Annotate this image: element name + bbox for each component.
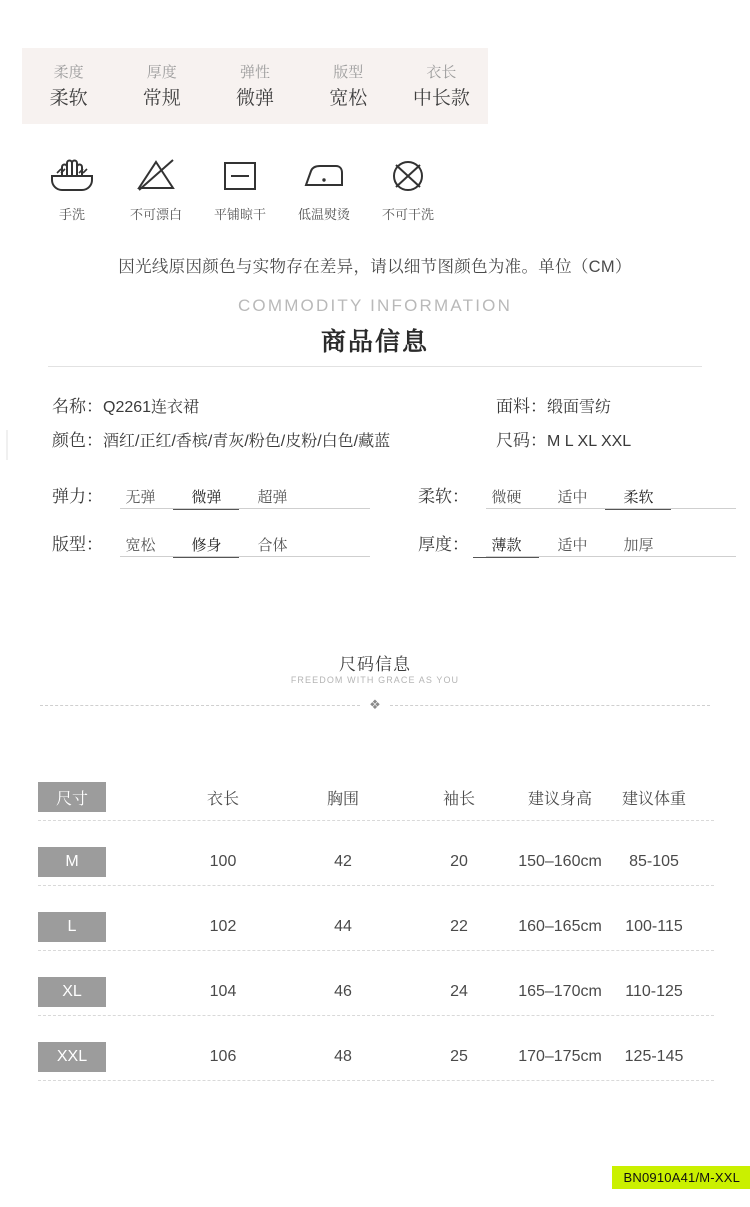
table-cell: 102 xyxy=(209,918,237,935)
info-row-name xyxy=(0,392,750,426)
table-cell: 165–170cm xyxy=(518,983,602,1000)
ornament-divider xyxy=(40,699,710,711)
table-header-cell: 建议体重 xyxy=(621,790,686,808)
table-row xyxy=(38,1038,714,1103)
divider-line-right xyxy=(390,705,710,706)
scale-option[interactable]: 超弹 xyxy=(257,489,288,506)
attribute-item xyxy=(302,48,395,124)
commodity-title-en: COMMODITY INFORMATION xyxy=(237,296,513,315)
table-row xyxy=(38,843,714,908)
table-header-cell: 袖长 xyxy=(442,790,475,808)
table-cell: 160–165cm xyxy=(518,918,602,935)
attribute-item xyxy=(208,48,301,124)
care-item xyxy=(282,150,366,228)
attribute-item xyxy=(22,48,115,124)
table-cell: 85-105 xyxy=(629,853,679,870)
color-value: 酒红/正红/香槟/青灰/粉色/皮粉/白色/藏蓝 xyxy=(103,433,391,450)
table-cell: 106 xyxy=(209,1048,237,1065)
diamond-ornament-icon: ❖ xyxy=(369,697,381,712)
scale-option[interactable]: 宽松 xyxy=(125,537,156,554)
scale-option[interactable]: 加厚 xyxy=(623,537,654,554)
size-section-title-en: FREEDOM WITH GRACE AS YOU xyxy=(290,675,460,685)
table-row-size: L xyxy=(38,912,106,942)
table-cell: 150–160cm xyxy=(518,853,602,870)
table-row-size: XL xyxy=(38,977,106,1007)
scale-baseline xyxy=(486,556,736,557)
table-cell: 46 xyxy=(334,983,352,1000)
scale-baseline xyxy=(486,508,736,509)
fabric-label: 面料： xyxy=(496,397,547,416)
size-value: M L XL XXL xyxy=(547,433,632,450)
table-row-divider xyxy=(38,820,714,821)
name-label: 名称： xyxy=(52,397,103,416)
scale-row-2 xyxy=(0,530,750,578)
scale-option[interactable]: 适中 xyxy=(557,537,588,554)
size-label: 尺码： xyxy=(496,431,547,450)
scale-option-selected[interactable]: 柔软 xyxy=(605,486,671,510)
care-item xyxy=(366,150,450,228)
scale-title: 厚度： xyxy=(418,535,469,554)
table-cell: 22 xyxy=(450,918,468,935)
name-value: Q2261连衣裙 xyxy=(103,399,200,416)
attribute-value: 常规 xyxy=(142,87,181,109)
table-header-row xyxy=(38,778,714,843)
attribute-item xyxy=(395,48,488,124)
table-row-size: M xyxy=(38,847,106,877)
scale-options xyxy=(107,486,305,510)
attribute-label: 版型 xyxy=(333,63,364,81)
divider-line-left xyxy=(40,705,360,706)
care-item xyxy=(114,150,198,228)
attribute-value: 中长款 xyxy=(412,87,470,109)
table-cell: 110-125 xyxy=(625,983,683,1000)
flat-dry-icon xyxy=(217,150,263,198)
attribute-label: 弹性 xyxy=(240,63,271,81)
scale-options xyxy=(473,486,671,510)
color-label: 颜色： xyxy=(52,431,103,450)
care-label: 低温熨烫 xyxy=(297,207,350,222)
care-instructions xyxy=(30,150,450,228)
fabric-value: 缎面雪纺 xyxy=(547,399,612,416)
table-header-size: 尺寸 xyxy=(38,782,106,812)
table-cell: 42 xyxy=(334,853,352,870)
scale-option[interactable]: 微硬 xyxy=(491,489,522,506)
table-cell: 25 xyxy=(450,1048,468,1065)
table-row-divider xyxy=(38,1080,714,1081)
table-row-size: XXL xyxy=(38,1042,106,1072)
table-row-divider xyxy=(38,885,714,886)
size-section-title-cn: 尺码信息 xyxy=(339,655,411,674)
attribute-label: 柔度 xyxy=(53,63,84,81)
care-label: 不可漂白 xyxy=(129,207,182,222)
size-group xyxy=(496,426,631,451)
table-cell: 48 xyxy=(334,1048,352,1065)
no-bleach-icon xyxy=(133,150,179,198)
table-cell: 104 xyxy=(209,983,237,1000)
scale-elasticity xyxy=(52,482,305,510)
fabric-group xyxy=(496,392,611,417)
commodity-title-cn: 商品信息 xyxy=(320,328,429,356)
attribute-strip xyxy=(22,48,488,124)
care-item xyxy=(30,150,114,228)
attribute-item xyxy=(115,48,208,124)
table-cell: 100-115 xyxy=(625,918,683,935)
scale-option[interactable]: 合体 xyxy=(257,537,288,554)
color-disclaimer-note: 因光线原因颜色与实物存在差异，请以细节图颜色为准。单位（CM） xyxy=(118,258,632,276)
attribute-value: 柔软 xyxy=(49,87,88,109)
table-cell: 44 xyxy=(334,918,352,935)
table-cell: 125-145 xyxy=(624,1048,684,1065)
commodity-info-block xyxy=(0,392,750,578)
divider xyxy=(48,366,702,367)
low-iron-icon xyxy=(299,150,349,198)
table-cell: 20 xyxy=(450,853,468,870)
table-header-cell: 衣长 xyxy=(206,790,239,808)
table-row xyxy=(38,908,714,973)
care-label: 不可干洗 xyxy=(381,207,434,222)
scale-baseline xyxy=(120,508,370,509)
color-group xyxy=(52,426,390,451)
info-row-color xyxy=(0,426,750,460)
table-row-divider xyxy=(38,1015,714,1016)
scale-options xyxy=(107,534,305,558)
scale-baseline xyxy=(120,556,370,557)
scale-title: 版型： xyxy=(52,535,103,554)
no-dry-clean-icon xyxy=(385,150,431,198)
table-cell: 100 xyxy=(209,853,237,870)
care-label: 平铺晾干 xyxy=(213,207,266,222)
scale-row-1 xyxy=(0,482,750,530)
scale-softness xyxy=(418,482,671,510)
scale-option-selected[interactable]: 薄款 xyxy=(473,534,539,558)
scale-title: 弹力： xyxy=(52,487,103,506)
name-group xyxy=(52,392,199,417)
attribute-label: 衣长 xyxy=(426,63,457,81)
table-cell: 170–175cm xyxy=(518,1048,602,1065)
attribute-value: 宽松 xyxy=(329,87,368,109)
table-header-cell: 建议身高 xyxy=(527,790,592,808)
table-row xyxy=(38,973,714,1038)
product-code-badge: BN0910A41/M-XXL xyxy=(612,1166,750,1189)
care-label: 手洗 xyxy=(58,207,85,222)
table-header-cell: 胸围 xyxy=(326,790,359,808)
table-cell: 24 xyxy=(450,983,468,1000)
hand-wash-icon xyxy=(49,150,95,198)
care-item xyxy=(198,150,282,228)
scale-option-selected[interactable]: 微弹 xyxy=(173,486,239,510)
scale-fit xyxy=(52,530,305,558)
scale-title: 柔软： xyxy=(418,487,469,506)
attribute-value: 微弹 xyxy=(236,87,275,109)
scale-thickness xyxy=(418,530,671,558)
scale-option-selected[interactable]: 修身 xyxy=(173,534,239,558)
scale-option[interactable]: 无弹 xyxy=(125,489,156,506)
attribute-label: 厚度 xyxy=(146,63,177,81)
scale-option[interactable]: 适中 xyxy=(557,489,588,506)
size-table xyxy=(38,778,714,1103)
scale-options xyxy=(473,534,671,558)
table-row-divider xyxy=(38,950,714,951)
